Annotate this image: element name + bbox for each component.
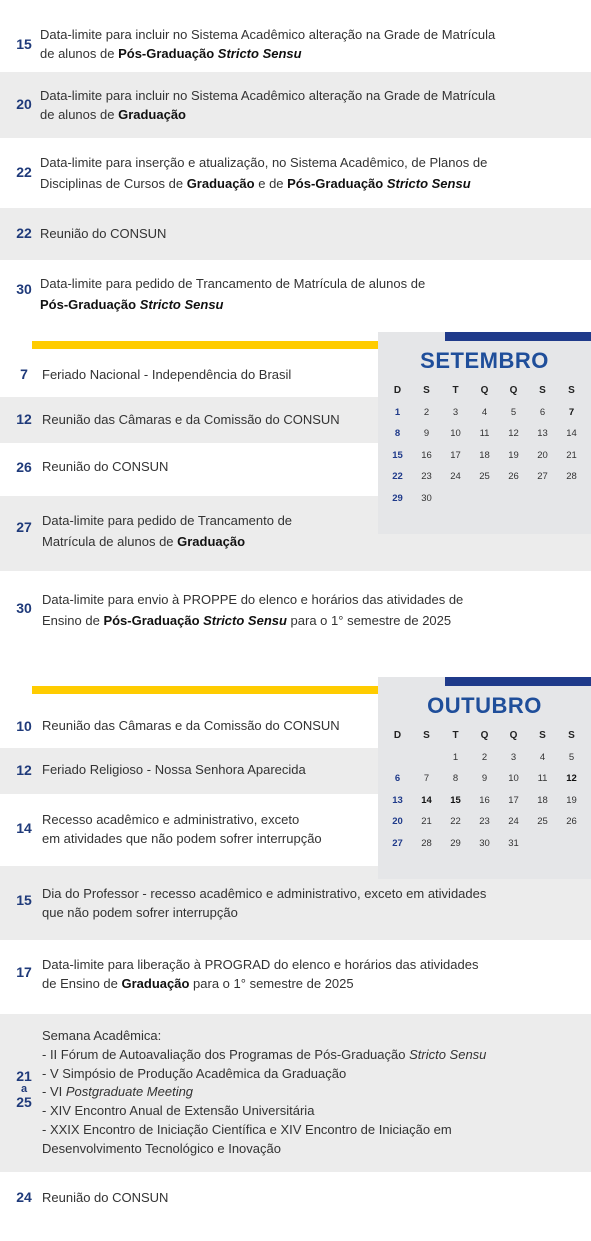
- calendar-grid: [383, 725, 586, 854]
- calendar-day: 5: [568, 751, 575, 763]
- calendar-day: [412, 747, 441, 769]
- calendar-day: [557, 488, 586, 510]
- calendar-day: 7: [423, 773, 430, 785]
- event-row: [0, 138, 591, 208]
- weekday-label: S: [568, 385, 575, 397]
- event-day: 15: [16, 892, 32, 908]
- event-text: Reunião do CONSUN: [42, 459, 169, 474]
- weekday-label: S: [423, 385, 430, 397]
- calendar-day: 5: [510, 406, 517, 418]
- event-day: 10: [16, 718, 32, 734]
- calendar-day: 30: [421, 492, 432, 504]
- event-text: Reunião do CONSUN: [42, 1190, 169, 1205]
- event-text: Semana Acadêmica: - II Fórum de Autoavaliação dos Programas de Pós-Graduação Stricto Sensu - V Simpósio de Produção Acadêmica da Graduação - VI Postgraduate Meeting - XIV Encontro Anual de Extensão Universitária - XXIX Encontro de Iniciação Científica e XIV Encontro de Iniciação em Desenvolvimento Tecnológico e Inovação: [42, 1028, 487, 1156]
- calendar-day: 3: [452, 406, 459, 418]
- calendar-day: 14: [566, 428, 577, 440]
- calendar-day: [528, 833, 557, 855]
- event-text: Data-limite para pedido de Trancamento de Matrícula de alunos de Pós-Graduação Stricto Sensu: [40, 276, 426, 312]
- event-text: Data-limite para incluir no Sistema Acadêmico alteração na Grade de Matrícula de alunos de Graduação: [40, 88, 496, 122]
- calendar-day-holiday: 15: [450, 794, 461, 806]
- event-day: 15: [16, 36, 32, 52]
- event-day: 27: [16, 519, 32, 535]
- event-text: Feriado Religioso - Nossa Senhora Aparecida: [42, 762, 306, 777]
- calendar-day: [441, 488, 470, 510]
- section-divider: [32, 341, 408, 349]
- weekday-label: S: [539, 730, 546, 742]
- event-text: Reunião das Câmaras e da Comissão do CONSUN: [42, 718, 340, 733]
- calendar-day: 28: [566, 471, 577, 483]
- weekday-label: T: [452, 385, 459, 397]
- calendar-day: 19: [508, 449, 519, 461]
- calendar-grid: [383, 380, 586, 509]
- weekday-label: Q: [509, 730, 518, 742]
- event-row: [0, 940, 591, 1014]
- calendar-day: 9: [481, 773, 488, 785]
- calendar-day: 8: [394, 428, 401, 440]
- calendar-day: 15: [392, 449, 403, 461]
- calendar-month-title: OUTUBRO: [427, 693, 542, 718]
- weekday-label: Q: [480, 385, 489, 397]
- calendar-day: 17: [450, 449, 461, 461]
- event-row: [0, 0, 591, 72]
- event-day: 20: [16, 96, 32, 112]
- calendar-day: 16: [479, 794, 490, 806]
- october-calendar: [378, 677, 591, 879]
- range-separator: a: [20, 1083, 28, 1095]
- calendar-day: 20: [392, 816, 403, 828]
- event-day: 22: [16, 164, 32, 180]
- event-text: Data-limite para inserção e atualização, no Sistema Acadêmico, de Planos de Disciplinas de Cursos de Graduação e de Pós-Graduação Stricto Sensu: [40, 155, 488, 191]
- calendar-day: [383, 747, 412, 769]
- event-day: 30: [16, 281, 32, 297]
- range-end-day: 25: [16, 1094, 32, 1110]
- calendar-day: 16: [421, 449, 432, 461]
- calendar-day: 17: [508, 794, 519, 806]
- calendar-day-holiday: 14: [421, 794, 432, 806]
- event-text: Reunião do CONSUN: [40, 226, 167, 241]
- calendar-day: 27: [537, 471, 548, 483]
- calendar-month-title: SETEMBRO: [420, 348, 549, 373]
- calendar-day: 29: [392, 492, 403, 504]
- calendar-day: 18: [537, 794, 548, 806]
- calendar-day: 26: [566, 816, 577, 828]
- event-text: Reunião das Câmaras e da Comissão do CONSUN: [42, 412, 340, 427]
- calendar-day: 6: [394, 773, 401, 785]
- calendar-day: 25: [537, 816, 548, 828]
- calendar-day: 2: [481, 751, 488, 763]
- calendar-day: 25: [479, 471, 490, 483]
- calendar-day: 30: [479, 837, 490, 849]
- calendar-day: 24: [508, 816, 519, 828]
- event-day: 12: [16, 762, 32, 778]
- calendar-day: 4: [539, 751, 546, 763]
- event-day-range: [12, 1069, 36, 1110]
- calendar-day: 21: [421, 816, 432, 828]
- event-text: Data-limite para incluir no Sistema Acadêmico alteração na Grade de Matrícula de alunos de Pós-Graduação Stricto Sensu: [40, 27, 496, 61]
- calendar-day: 13: [392, 794, 403, 806]
- event-text: Dia do Professor - recesso acadêmico e administrativo, exceto em atividades que não podem sofrer interrupção: [42, 886, 487, 920]
- event-text: Data-limite para liberação à PROGRAD do elenco e horários das atividades de Ensino de Graduação para o 1° semestre de 2025: [42, 957, 479, 991]
- calendar-day: 4: [481, 406, 488, 418]
- weekday-label: Q: [480, 730, 489, 742]
- calendar-day: 12: [508, 428, 519, 440]
- event-day: 17: [16, 964, 32, 980]
- calendar-day: 23: [421, 471, 432, 483]
- weekday-label: Q: [509, 385, 518, 397]
- weekday-label: S: [539, 385, 546, 397]
- range-start-day: 21: [16, 1068, 32, 1084]
- calendar-day: 20: [537, 449, 548, 461]
- calendar-day: 1: [452, 751, 459, 763]
- calendar-day: [499, 488, 528, 510]
- event-text: Feriado Nacional - Independência do Brasil: [42, 367, 292, 382]
- calendar-day: 28: [421, 837, 432, 849]
- event-text: Data-limite para envio à PROPPE do elenco e horários das atividades de Ensino de Pós-Graduação Stricto Sensu para o 1° semestre de 2025: [42, 592, 464, 628]
- calendar-day: 8: [452, 773, 459, 785]
- calendar-day: 3: [510, 751, 517, 763]
- calendar-day: 2: [423, 406, 430, 418]
- calendar-day: [528, 488, 557, 510]
- calendar-day: 1: [394, 406, 401, 418]
- calendar-day: 6: [539, 406, 546, 418]
- event-text: Recesso acadêmico e administrativo, exceto em atividades que não podem sofrer interrupção: [42, 812, 322, 846]
- calendar-day: 18: [479, 449, 490, 461]
- calendar-day: 26: [508, 471, 519, 483]
- event-day: 7: [20, 366, 28, 382]
- calendar-day: 29: [450, 837, 461, 849]
- calendar-day: 11: [479, 428, 490, 440]
- weekday-label: D: [393, 385, 402, 397]
- event-row: [0, 571, 591, 651]
- event-row: [0, 260, 591, 332]
- calendar-day: 13: [537, 428, 548, 440]
- event-row: [0, 1172, 591, 1222]
- calendar-day: [557, 833, 586, 855]
- weekday-label: S: [423, 730, 430, 742]
- section-divider: [32, 686, 408, 694]
- event-text: Data-limite para pedido de Trancamento de Matrícula de alunos de Graduação: [42, 513, 293, 549]
- calendar-day: 11: [537, 773, 548, 785]
- event-day: 26: [16, 459, 32, 475]
- weekday-label: S: [568, 730, 575, 742]
- weekday-label: T: [452, 730, 459, 742]
- calendar-day: 23: [479, 816, 490, 828]
- weekday-label: D: [393, 730, 402, 742]
- calendar-day: [470, 488, 499, 510]
- calendar-day: 9: [423, 428, 430, 440]
- calendar-day: 22: [392, 471, 403, 483]
- calendar-accent-bar: [445, 677, 591, 686]
- calendar-day: 27: [392, 837, 403, 849]
- september-calendar: [378, 332, 591, 534]
- calendar-day: 24: [450, 471, 461, 483]
- event-row: [0, 1014, 591, 1172]
- calendar-accent-bar: [445, 332, 591, 341]
- calendar-day: 19: [566, 794, 577, 806]
- event-day: 14: [16, 820, 32, 836]
- event-day: 22: [16, 225, 32, 241]
- calendar-day: 21: [566, 449, 577, 461]
- calendar-day-holiday: 12: [566, 773, 577, 785]
- calendar-day: 22: [450, 816, 461, 828]
- calendar-day: 10: [450, 428, 461, 440]
- event-day: 12: [16, 411, 32, 427]
- calendar-day: 10: [508, 773, 519, 785]
- event-day: 24: [16, 1189, 32, 1205]
- calendar-day: 31: [508, 837, 519, 849]
- event-day: 30: [16, 600, 32, 616]
- calendar-day-holiday: 7: [568, 406, 575, 418]
- event-row: [0, 72, 591, 138]
- event-row: [0, 208, 591, 260]
